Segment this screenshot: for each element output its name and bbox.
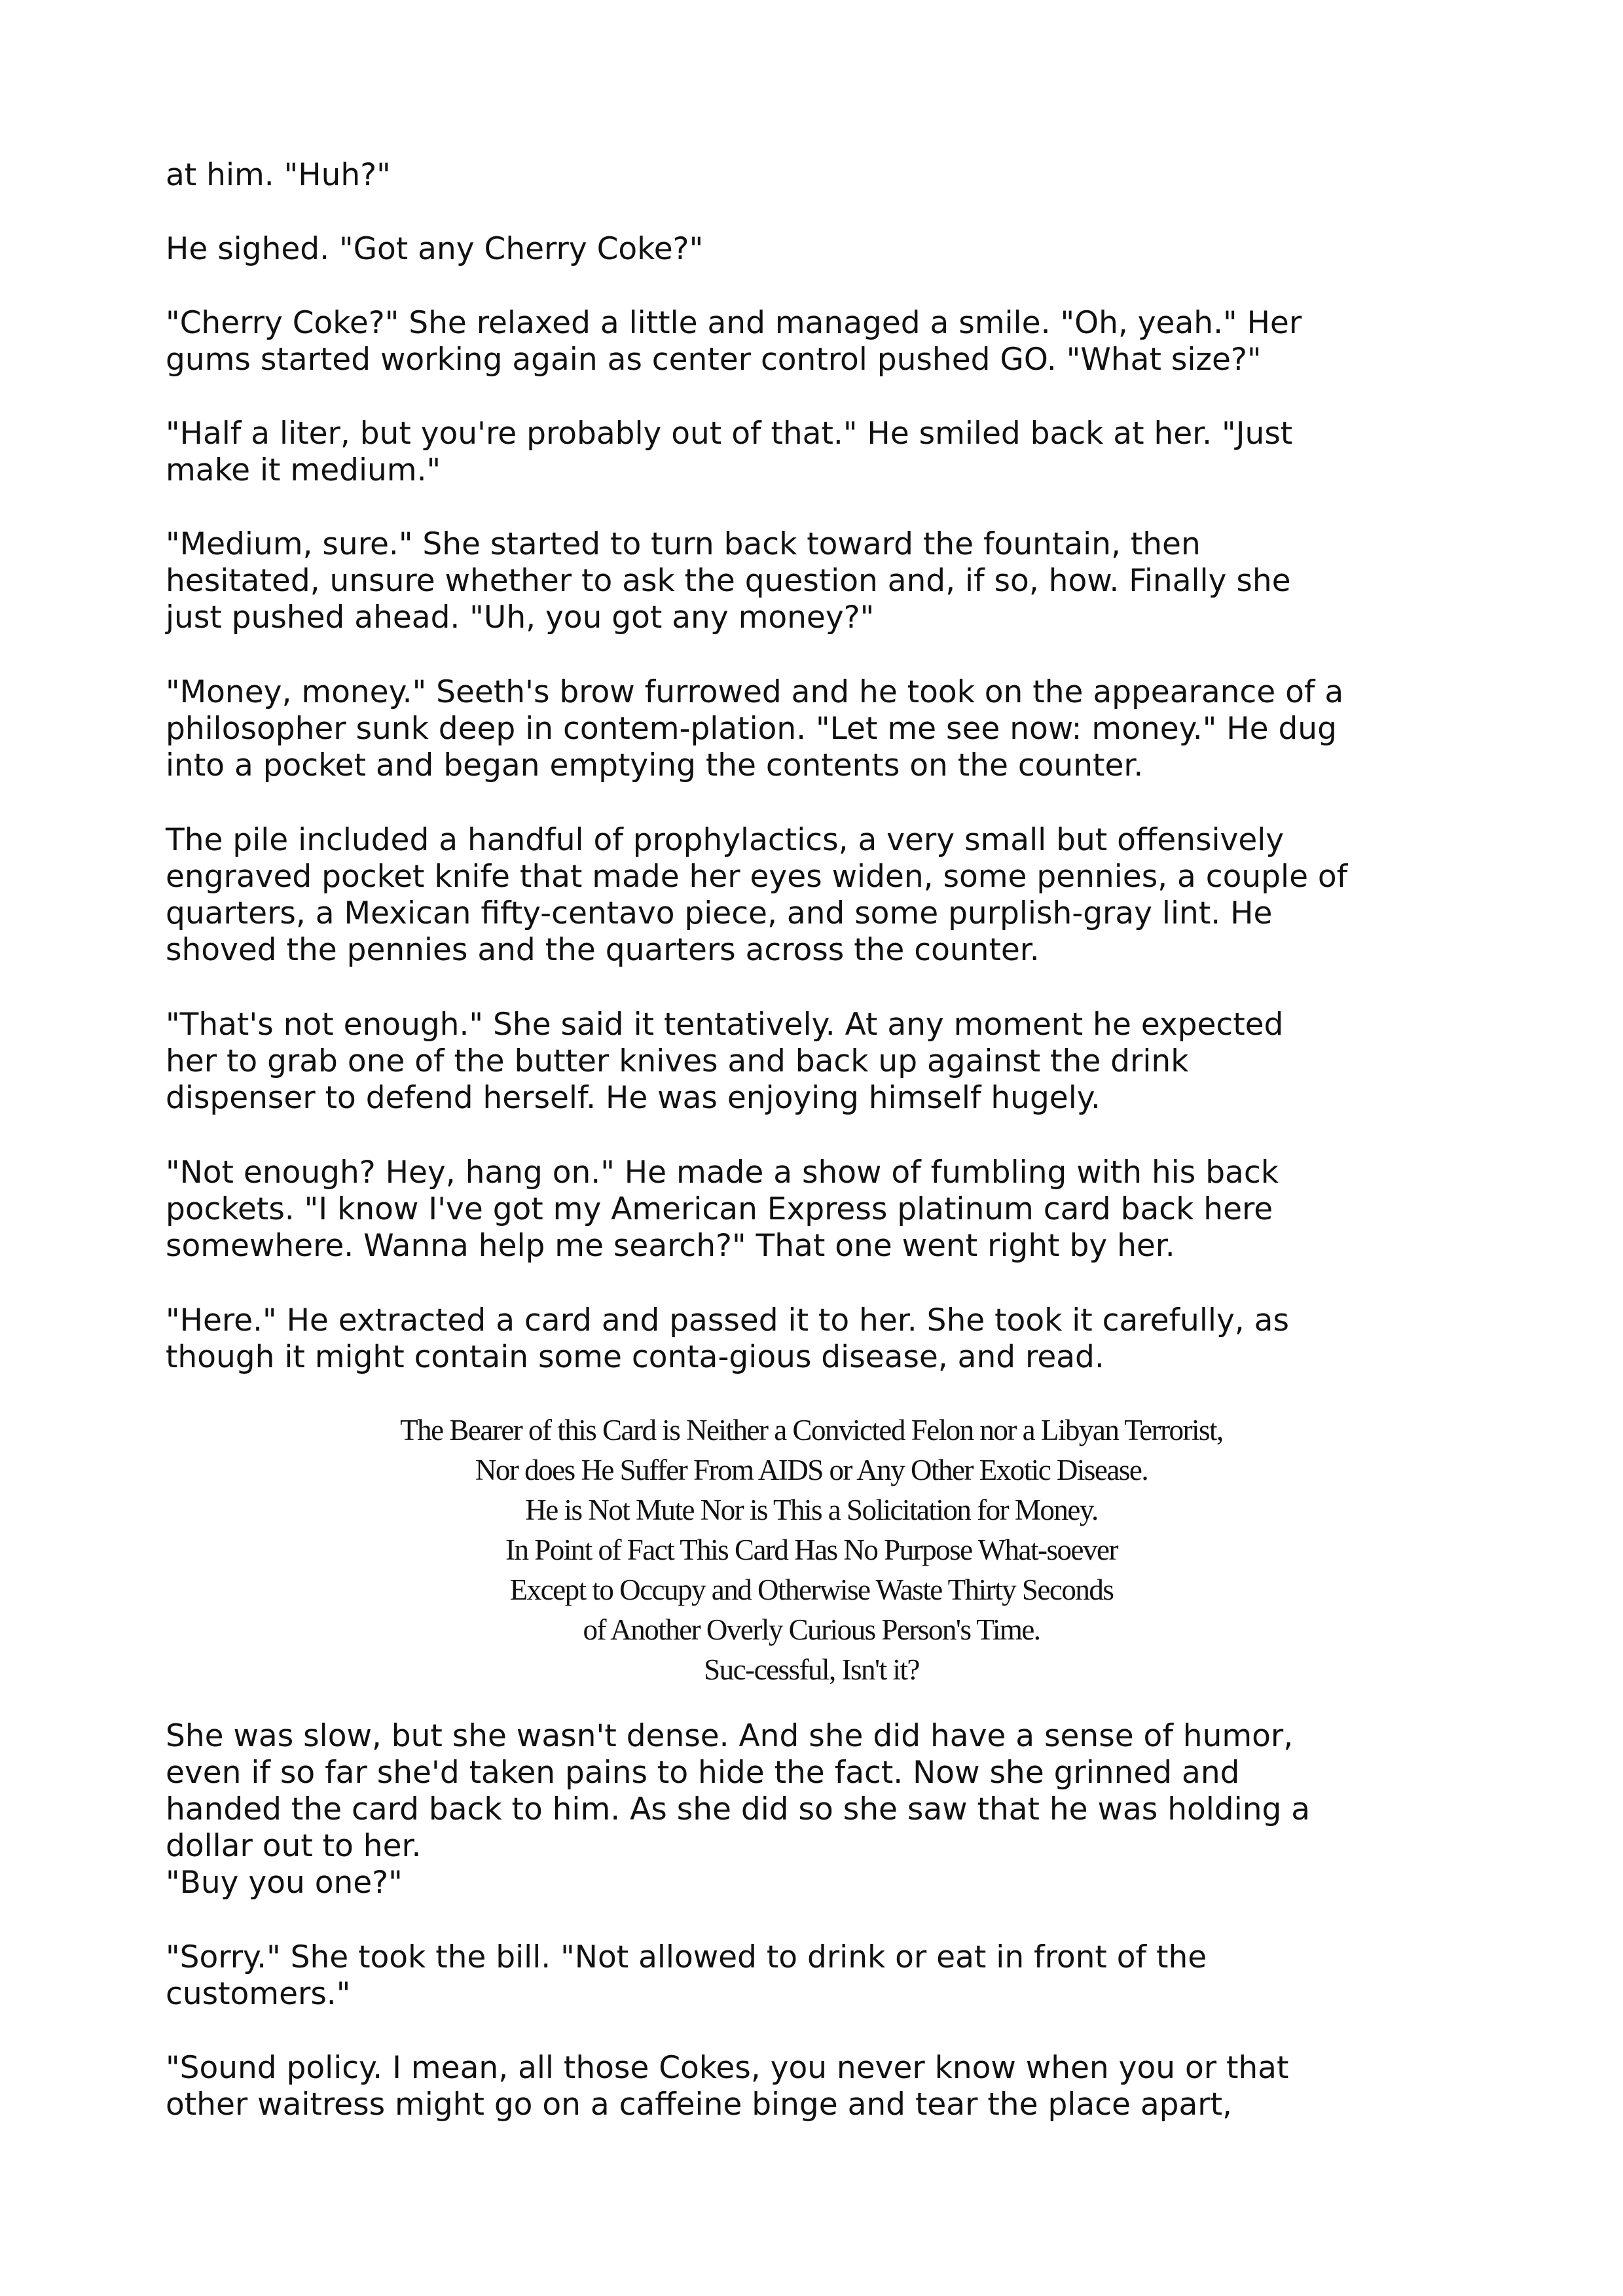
card-line: Except to Occupy and Otherwise Waste Thirty Seconds [509,1573,1114,1606]
paragraph-11: She was slow, but she wasn't dense. And she did have a sense of humor, even if so far she'd taken pains to hide the fact. Now she grinned and handed the card back to him. As she did so she saw that he was holding a dollar out to her. "Buy you one?" [166,1718,1311,1901]
paragraph-6: "Money, money." Seeth's brow furrowed and he took on the appearance of a philosopher sunk deep in contem-plation. "Let me see now: money." He dug into a pocket and began emptying the contents on the counter. [166,674,1344,783]
paragraph-4: "Half a liter, but you're probably out of that." He smiled back at her. "Just make it medium." [166,416,1293,488]
card-line: of Another Overly Curious Person's Time. [583,1613,1040,1646]
paragraph-13: "Sound policy. I mean, all those Cokes, you never know when you or that other waitress might go on a caffeine binge and tear the place apart, [166,2050,1289,2123]
paragraph-5: "Medium, sure." She started to turn back toward the fountain, then hesitated, unsure whether to ask the question and, if so, how. Finally she just pushed ahead. "Uh, you got any money?" [166,526,1291,636]
card-line: Suc-cessful, Isn't it? [704,1653,919,1686]
card-line: He is Not Mute Nor is This a Solicitation for Money. [525,1494,1098,1526]
paragraph-7: The pile included a handful of prophylactics, a very small but offensively engraved pocket knife that made her eyes widen, some pennies, a couple of quarters, a Mexican fifty-centavo piece, and some purplish-gray lint. He shoved the pennies and the quarters across the counter. [166,822,1348,968]
card-line: Nor does He Suffer From AIDS or Any Other Exotic Disease. [475,1454,1148,1486]
paragraph-2: He sighed. "Got any Cherry Coke?" [166,231,704,267]
paragraph-8: "That's not enough." She said it tentatively. At any moment he expected her to grab one of the butter knives and back up against the drink dispenser to defend herself. He was enjoying himself hugely. [166,1007,1284,1116]
paragraph-9: "Not enough? Hey, hang on." He made a show of fumbling with his back pockets. "I know I've got my American Express platinum card back here somewhere. Wanna help me search?" That one went right by her. [166,1155,1279,1264]
paragraph-12: "Sorry." She took the bill. "Not allowed to drink or eat in front of the customers." [166,1939,1207,2012]
card-line: The Bearer of this Card is Neither a Convicted Felon nor a Libyan Terrorist, [400,1414,1223,1446]
card-line: In Point of Fact This Card Has No Purpose What-soever [505,1534,1118,1566]
paragraph-3: "Cherry Coke?" She relaxed a little and managed a smile. "Oh, yeah." Her gums started working again as center control pushed GO. "What size?" [166,305,1302,378]
business-card-text [0,1410,1623,1690]
paragraph-10: "Here." He extracted a card and passed it to her. She took it carefully, as though it might contain some conta-gious disease, and read. [166,1302,1289,1375]
paragraph-1: at him. "Huh?" [166,157,391,193]
